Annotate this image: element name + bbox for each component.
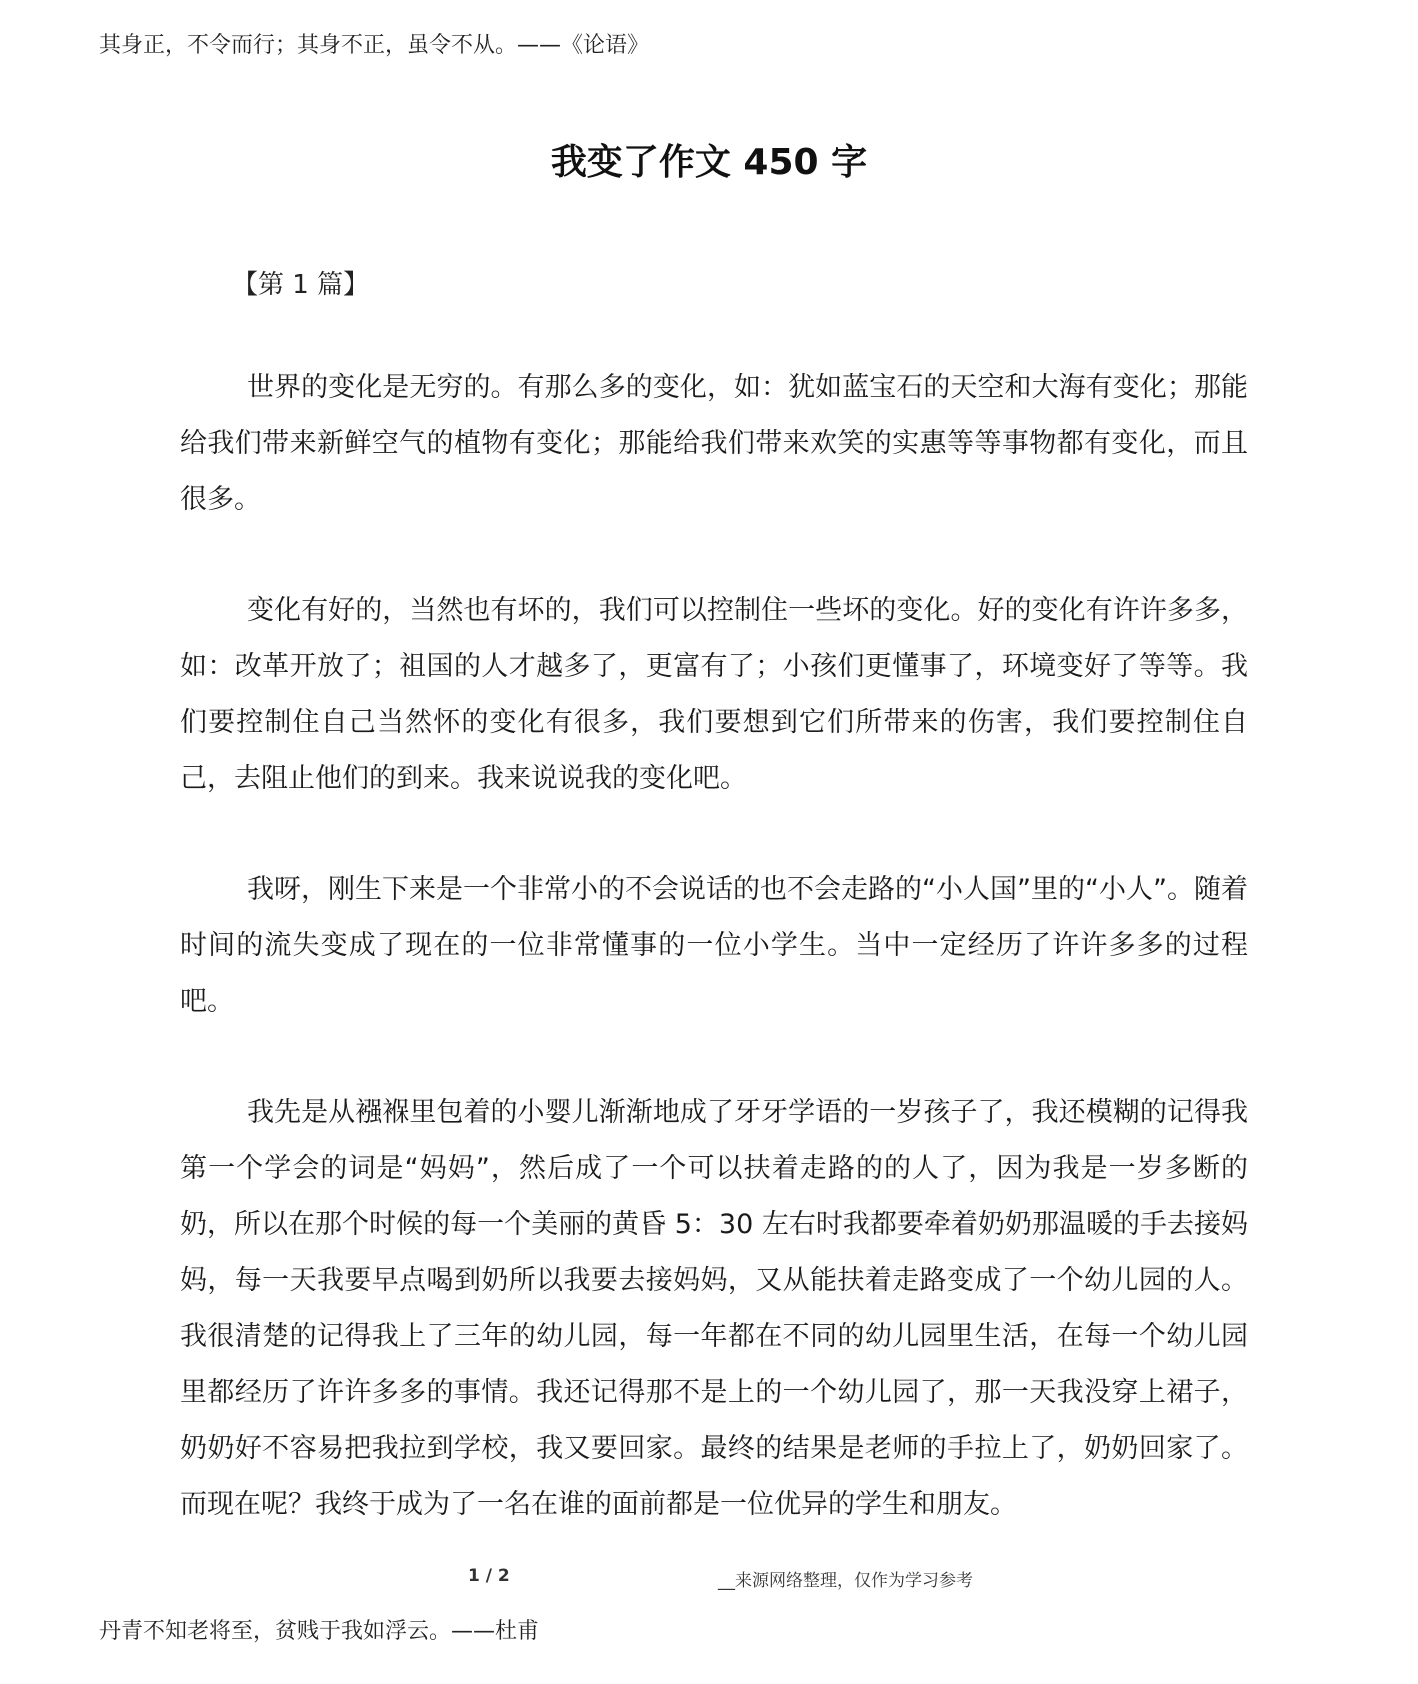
page-number: 1 / 2 [468, 1566, 510, 1586]
source-note: __来源网络整理，仅作为学习参考 [718, 1571, 973, 1591]
footer-quote: 丹青不知老将至，贫贱于我如浮云。——杜甫 [99, 1619, 540, 1644]
article-body [180, 360, 1248, 1588]
header-quote: 其身正，不令而行；其身不正，虽令不从。——《论语》 [99, 33, 650, 58]
page-title: 我变了作文 450 字 [550, 142, 868, 183]
paragraph-3: 我呀，刚生下来是一个非常小的不会说话的也不会走路的“小人国”里的“小人”。随着时间的流失变成了现在的一位非常懂事的一位小学生。当中一定经历了许许多多的过程吧。 [180, 874, 1248, 1017]
paragraph-2: 变化有好的，当然也有坏的，我们可以控制住一些坏的变化。好的变化有许许多多，如：改革开放了；祖国的人才越多了，更富有了；小孩们更懂事了，环境变好了等等。我们要控制住自己当然怀的变化有很多，我们要想到它们所带来的伤害，我们要控制住自己，去阻止他们的到来。我来说说我的变化吧。 [180, 595, 1248, 794]
paragraph-4: 我先是从襁褓里包着的小婴儿渐渐地成了牙牙学语的一岁孩子了，我还模糊的记得我第一个学会的词是“妈妈”，然后成了一个可以扶着走路的的人了，因为我是一岁多断的奶，所以在那个时候的每一个美丽的黄昏 5：30 左右时我都要牵着奶奶那温暖的手去接妈妈，每一天我要早点喝到奶所以我要去接妈妈，又从能扶着走路变成了一个幼儿园的人。我很清楚的记得我上了三年的幼儿园，每一年都在不同的幼儿园里生活，在每一个幼儿园里都经历了许许多多的事情。我还记得那不是上的一个幼儿园了，那一天我没穿上裙子，奶奶好不容易把我拉到学校，我又要回家。最终的结果是老师的手拉上了，奶奶回家了。而现在呢？我终于成为了一名在谁的面前都是一位优异的学生和朋友。 [180, 1097, 1248, 1520]
paragraph-1: 世界的变化是无穷的。有那么多的变化，如：犹如蓝宝石的天空和大海有变化；那能给我们带来新鲜空气的植物有变化；那能给我们带来欢笑的实惠等等事物都有变化，而且很多。 [180, 372, 1248, 515]
section-label: 【第 1 篇】 [232, 270, 370, 300]
